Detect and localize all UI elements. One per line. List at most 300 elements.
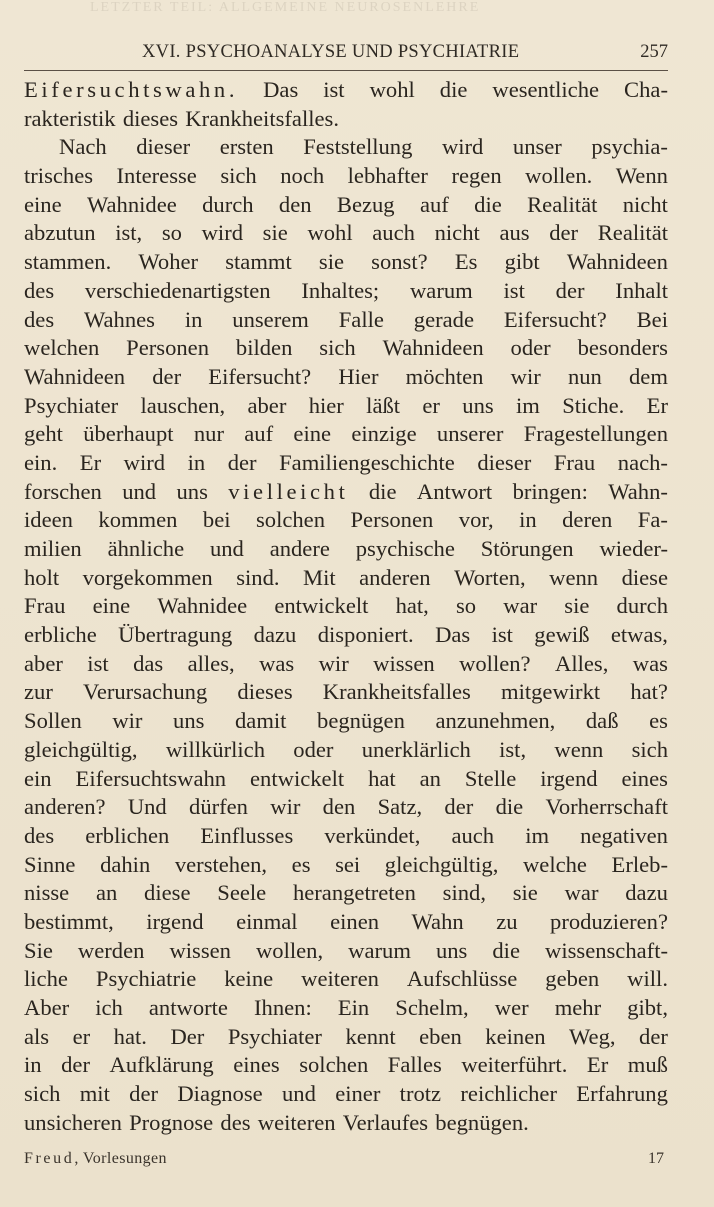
word: Wahnes bbox=[84, 306, 155, 332]
word: einer bbox=[335, 1081, 381, 1107]
word: Frau bbox=[553, 449, 596, 475]
word: daß bbox=[585, 708, 619, 734]
word: war bbox=[564, 880, 599, 906]
text-line bbox=[24, 908, 668, 937]
footer-author-name: Freud bbox=[24, 1150, 75, 1167]
word: willkürlich bbox=[165, 736, 265, 762]
word: gleichgültig, bbox=[24, 736, 138, 762]
word: Er bbox=[79, 449, 102, 475]
word: er bbox=[422, 392, 440, 418]
text-line bbox=[24, 678, 668, 707]
word: Fragestellungen bbox=[523, 421, 668, 447]
word: im bbox=[525, 822, 550, 848]
footer-author bbox=[24, 1150, 167, 1168]
word: stammt bbox=[225, 249, 292, 275]
word: und bbox=[122, 478, 157, 504]
word: es bbox=[649, 708, 668, 734]
word: und bbox=[209, 536, 244, 561]
word: aber bbox=[24, 650, 63, 676]
word: Diagnose bbox=[177, 1081, 263, 1107]
word: Wahn- bbox=[608, 478, 668, 504]
word: stammen. bbox=[24, 249, 112, 275]
text-line bbox=[24, 105, 668, 134]
word: nach- bbox=[617, 449, 668, 475]
word: der bbox=[555, 277, 585, 303]
word: sie bbox=[262, 220, 288, 246]
word: in bbox=[24, 1052, 42, 1078]
spaced-emphasis-word: Eifersuchtswahn. bbox=[24, 77, 239, 102]
word: dem bbox=[629, 363, 668, 389]
page-footer bbox=[24, 1150, 668, 1174]
text-line bbox=[24, 478, 668, 507]
word: Krankheitsfalles. bbox=[185, 105, 339, 131]
word: rakteristik bbox=[24, 105, 116, 131]
footer-author-title: , Vorlesungen bbox=[74, 1150, 167, 1167]
word: auch bbox=[451, 822, 495, 848]
word: Fa- bbox=[637, 507, 668, 533]
word: Verursachung bbox=[83, 679, 208, 705]
word: sie bbox=[318, 249, 345, 275]
text-line bbox=[24, 306, 668, 335]
word: ähnliche bbox=[107, 536, 185, 561]
word: wir bbox=[112, 708, 143, 734]
word: Eifersuchtswahn bbox=[75, 765, 227, 791]
word: mit bbox=[79, 1081, 110, 1107]
word: dazu bbox=[625, 880, 668, 906]
word: sonst? bbox=[371, 249, 428, 275]
word: wieder- bbox=[599, 536, 668, 561]
word: in bbox=[519, 507, 537, 533]
word: damit bbox=[235, 708, 287, 734]
word: anderen? bbox=[24, 794, 106, 820]
word: eine bbox=[293, 421, 332, 447]
word: dieses bbox=[237, 679, 293, 705]
word: auch bbox=[372, 220, 415, 246]
word: diese bbox=[621, 564, 668, 590]
word: Störungen bbox=[480, 536, 574, 561]
word: unser bbox=[512, 134, 562, 160]
word: zur bbox=[24, 679, 53, 705]
word: Nach bbox=[59, 134, 107, 160]
word: Woher bbox=[138, 249, 199, 275]
word: ist, bbox=[499, 736, 527, 762]
word: kennt bbox=[345, 1023, 396, 1049]
text-line bbox=[24, 765, 668, 794]
text-line bbox=[24, 879, 668, 908]
word: es bbox=[291, 851, 311, 877]
word: Stelle bbox=[464, 765, 517, 791]
word: liche bbox=[24, 966, 68, 992]
word: hat. bbox=[113, 1023, 147, 1049]
word: warum bbox=[409, 277, 473, 303]
text-line bbox=[24, 191, 668, 220]
word: unsicheren bbox=[24, 1109, 122, 1135]
word: erbliche bbox=[24, 622, 97, 648]
word: die bbox=[495, 794, 524, 820]
word: hat, bbox=[395, 593, 429, 619]
word: Schelm, bbox=[395, 995, 469, 1020]
word: anzunehmen, bbox=[435, 708, 556, 734]
word: des bbox=[24, 277, 55, 303]
word: Wahnideen bbox=[566, 249, 668, 275]
word: Stiche. bbox=[562, 392, 625, 418]
word: diese bbox=[144, 880, 191, 906]
word: unserem bbox=[232, 306, 309, 332]
word: wir bbox=[270, 794, 301, 820]
word: kommen bbox=[98, 507, 178, 533]
word: in bbox=[184, 306, 203, 332]
text-line bbox=[24, 506, 668, 535]
word: geben bbox=[545, 966, 600, 992]
word: Weg, bbox=[569, 1023, 616, 1049]
word: Aufklärung bbox=[109, 1052, 214, 1078]
word: Familiengeschichte bbox=[279, 449, 455, 475]
word: bestimmt, bbox=[24, 908, 114, 934]
word: wenn bbox=[549, 564, 599, 590]
word: bringen: bbox=[512, 478, 588, 504]
word: Aber bbox=[24, 995, 70, 1020]
word: Es bbox=[454, 249, 478, 275]
word: begnügen bbox=[317, 708, 405, 734]
word: Inhaltes; bbox=[301, 277, 380, 303]
word: trotz bbox=[399, 1081, 442, 1107]
word: irgend bbox=[146, 908, 204, 934]
text-line bbox=[24, 334, 668, 363]
word: Der bbox=[170, 1023, 205, 1049]
word: Frau bbox=[24, 593, 66, 619]
word: verstehen, bbox=[174, 851, 268, 877]
text-line bbox=[24, 277, 668, 306]
word: Falles bbox=[387, 1052, 442, 1078]
word: wir bbox=[510, 363, 541, 389]
word: sich bbox=[24, 1081, 61, 1107]
word: besonders bbox=[577, 335, 668, 361]
word: wissen bbox=[373, 650, 435, 676]
word: Ihnen: bbox=[254, 995, 312, 1020]
word: welche bbox=[522, 851, 587, 877]
word: Krankheitsfalles bbox=[322, 679, 471, 705]
word: sei bbox=[335, 851, 361, 877]
text-line bbox=[24, 994, 668, 1023]
word: mitgewirkt bbox=[501, 679, 601, 705]
text-line bbox=[24, 650, 668, 679]
text-line bbox=[24, 363, 668, 392]
word: wissenschaft- bbox=[545, 937, 668, 963]
word: der bbox=[61, 1052, 90, 1078]
word: er bbox=[72, 1023, 91, 1049]
word: vorgekommen bbox=[82, 564, 213, 590]
word: noch bbox=[280, 163, 325, 189]
word: Aufschlüsse bbox=[406, 966, 518, 992]
text-line bbox=[24, 392, 668, 421]
word: Interesse bbox=[116, 163, 197, 189]
word: milien bbox=[24, 536, 82, 561]
text-line bbox=[24, 592, 668, 621]
word: lebhafter bbox=[347, 163, 428, 189]
word: deren bbox=[562, 507, 613, 533]
word: einen bbox=[330, 908, 380, 934]
word: gleichgültig, bbox=[384, 851, 499, 877]
word: hier bbox=[308, 392, 344, 418]
word: sie bbox=[512, 880, 538, 906]
word: Prognose bbox=[129, 1109, 214, 1135]
word: ist, bbox=[115, 220, 143, 246]
word: solchen bbox=[299, 1052, 369, 1078]
word: das bbox=[133, 650, 164, 676]
word: Das bbox=[263, 77, 299, 102]
word: weiteren bbox=[301, 966, 379, 992]
word: wenn bbox=[554, 736, 604, 762]
word: eben bbox=[419, 1023, 462, 1049]
word: entwickelt bbox=[274, 593, 369, 619]
text-line bbox=[24, 248, 668, 277]
word: sie bbox=[564, 593, 590, 619]
word: ideen bbox=[24, 507, 73, 533]
word: eines bbox=[233, 1052, 280, 1078]
word: sich bbox=[319, 335, 356, 361]
word: ein. bbox=[24, 449, 58, 475]
word: Bezug bbox=[336, 191, 395, 217]
word: sind. bbox=[236, 564, 280, 590]
word: ist bbox=[87, 650, 109, 676]
word: der bbox=[152, 363, 182, 389]
word: eines bbox=[621, 765, 668, 791]
word: des bbox=[220, 1109, 251, 1135]
word: erblichen bbox=[85, 822, 170, 848]
body-text bbox=[24, 76, 668, 1137]
word: ein bbox=[24, 765, 52, 791]
word: ist bbox=[491, 622, 513, 648]
word: so bbox=[456, 593, 477, 619]
text-line bbox=[24, 420, 668, 449]
word: Das bbox=[435, 622, 471, 648]
word: hat? bbox=[630, 679, 668, 705]
word: eine bbox=[24, 191, 62, 217]
word: ist bbox=[503, 277, 525, 303]
word: aber bbox=[247, 392, 287, 418]
text-line bbox=[24, 133, 668, 162]
word: verschiedenartigsten bbox=[84, 277, 271, 303]
word: Worten, bbox=[454, 564, 526, 590]
word: Cha- bbox=[624, 77, 668, 102]
word: den bbox=[278, 191, 312, 217]
word: Ein bbox=[337, 995, 370, 1020]
word: Er bbox=[646, 392, 668, 418]
word: begnügen. bbox=[435, 1109, 529, 1135]
text-line bbox=[24, 219, 668, 248]
text-line bbox=[24, 449, 668, 478]
word: ersten bbox=[219, 134, 274, 160]
word: entwickelt bbox=[250, 765, 345, 791]
word: Bei bbox=[636, 306, 668, 332]
text-line bbox=[24, 707, 668, 736]
signature-mark: 17 bbox=[648, 1150, 664, 1167]
word: auf bbox=[244, 421, 274, 447]
word: Wahnidee bbox=[86, 191, 177, 217]
page-header bbox=[24, 40, 668, 71]
word: wohl bbox=[307, 220, 353, 246]
word: holt bbox=[24, 564, 60, 590]
word: uns bbox=[435, 937, 468, 963]
word: Wahnideen bbox=[382, 335, 484, 361]
word: anderen bbox=[359, 564, 431, 590]
word: Und bbox=[127, 794, 167, 820]
word: was bbox=[632, 650, 668, 676]
word: der bbox=[129, 1081, 159, 1107]
word: psychische bbox=[355, 536, 455, 561]
word: weiterführt. bbox=[461, 1052, 568, 1078]
word: des bbox=[24, 306, 55, 332]
word: etwas, bbox=[610, 622, 668, 648]
word: gerade bbox=[413, 306, 474, 332]
word: dazu bbox=[253, 622, 297, 648]
text-line bbox=[24, 937, 668, 966]
word: dahin bbox=[100, 851, 151, 877]
word: Mit bbox=[302, 564, 336, 590]
word: dürfen bbox=[189, 794, 248, 820]
word: gewiß bbox=[534, 622, 590, 648]
text-line bbox=[24, 851, 668, 880]
text-line bbox=[24, 564, 668, 593]
word: Psychiater bbox=[24, 392, 119, 418]
word: wir bbox=[318, 650, 349, 676]
word: nicht bbox=[434, 220, 480, 246]
word: abzutun bbox=[24, 220, 96, 246]
word: zu bbox=[496, 908, 518, 934]
word: muß bbox=[627, 1052, 668, 1078]
word: Vorherrschaft bbox=[545, 794, 668, 820]
word: an bbox=[419, 765, 441, 791]
word: Sollen bbox=[24, 708, 82, 734]
word: forschen bbox=[24, 478, 102, 504]
text-line bbox=[24, 1080, 668, 1109]
word: der bbox=[444, 794, 474, 820]
word: an bbox=[95, 880, 118, 906]
word: Personen bbox=[350, 507, 434, 533]
word: wer bbox=[494, 995, 529, 1020]
word: Psychiatrie bbox=[95, 966, 197, 992]
word: bei bbox=[202, 507, 231, 533]
word: Sie bbox=[24, 937, 53, 963]
word: läßt bbox=[366, 392, 401, 418]
word: wird bbox=[123, 449, 166, 475]
word: der bbox=[639, 1023, 668, 1049]
word: Psychiater bbox=[227, 1023, 322, 1049]
word: oder bbox=[293, 736, 334, 762]
word: im bbox=[516, 392, 540, 418]
word: dieser bbox=[136, 134, 191, 160]
word: Erleb- bbox=[611, 851, 668, 877]
word: der bbox=[227, 449, 257, 475]
word: durch bbox=[616, 593, 668, 619]
word: wohl bbox=[369, 77, 415, 102]
word: Eifersucht? bbox=[208, 363, 312, 389]
word: mehr bbox=[554, 995, 602, 1020]
word: Verlaufes bbox=[342, 1109, 429, 1135]
word: oder bbox=[510, 335, 551, 361]
word: Antwort bbox=[416, 478, 493, 504]
word: Wenn bbox=[615, 163, 668, 189]
word: Einflusses bbox=[200, 822, 294, 848]
word: gibt bbox=[504, 249, 540, 275]
word: gibt, bbox=[627, 995, 668, 1020]
word: lauschen, bbox=[140, 392, 226, 418]
word: sich bbox=[631, 736, 668, 762]
word: werden bbox=[77, 937, 145, 963]
word: Feststellung bbox=[303, 134, 413, 160]
word: Wahnideen bbox=[24, 363, 126, 389]
word: die bbox=[474, 191, 502, 217]
word: reichlicher bbox=[460, 1081, 557, 1107]
word: unserer bbox=[436, 421, 504, 447]
word: wird bbox=[441, 134, 484, 160]
word: Wahnidee bbox=[157, 593, 248, 619]
word: Realität bbox=[597, 220, 668, 246]
word: herangetreten bbox=[292, 880, 416, 906]
text-line bbox=[24, 1109, 668, 1138]
word: eine bbox=[92, 593, 131, 619]
word: warum bbox=[348, 937, 411, 963]
word: einzige bbox=[351, 421, 417, 447]
word: weiteren bbox=[257, 1109, 336, 1135]
word: trisches bbox=[24, 163, 94, 189]
word: der bbox=[549, 220, 579, 246]
word: als bbox=[24, 1023, 50, 1049]
word: so bbox=[161, 220, 182, 246]
text-line bbox=[24, 535, 668, 564]
word: durch bbox=[202, 191, 254, 217]
word: wollen, bbox=[255, 937, 324, 963]
word: ist bbox=[323, 77, 345, 102]
text-line bbox=[24, 76, 668, 105]
word: Falle bbox=[338, 306, 384, 332]
word: antworte bbox=[148, 995, 228, 1020]
word: auf bbox=[419, 191, 449, 217]
word: dieser bbox=[477, 449, 532, 475]
word: uns bbox=[176, 478, 208, 504]
word: Seele bbox=[217, 880, 267, 906]
word: irgend bbox=[540, 765, 598, 791]
word: die bbox=[439, 77, 468, 102]
running-head: XVI. PSYCHOANALYSE UND PSYCHIATRIE bbox=[142, 42, 520, 62]
word: den bbox=[322, 794, 356, 820]
text-line bbox=[24, 793, 668, 822]
word: in bbox=[187, 449, 206, 475]
word: Übertragung bbox=[118, 622, 233, 648]
word: aus bbox=[499, 220, 530, 246]
text-line bbox=[24, 1051, 668, 1080]
text-line bbox=[24, 162, 668, 191]
word: wollen. bbox=[525, 163, 593, 189]
word: psychia- bbox=[591, 134, 668, 160]
word: überhaupt bbox=[83, 421, 174, 447]
word: solchen bbox=[255, 507, 326, 533]
word: nicht bbox=[622, 191, 668, 217]
word: des bbox=[24, 822, 55, 848]
word: die bbox=[492, 937, 520, 963]
word: geht bbox=[24, 421, 63, 447]
text-line bbox=[24, 822, 668, 851]
word: produzieren? bbox=[550, 908, 668, 934]
word: wesentliche bbox=[492, 77, 600, 102]
word: keine bbox=[224, 966, 274, 992]
text-line bbox=[24, 736, 668, 765]
word: bilden bbox=[235, 335, 293, 361]
word: hat bbox=[368, 765, 396, 791]
word: Er bbox=[586, 1052, 609, 1078]
word: vor, bbox=[458, 507, 494, 533]
spaced-emphasis-word: vielleicht bbox=[228, 478, 349, 504]
